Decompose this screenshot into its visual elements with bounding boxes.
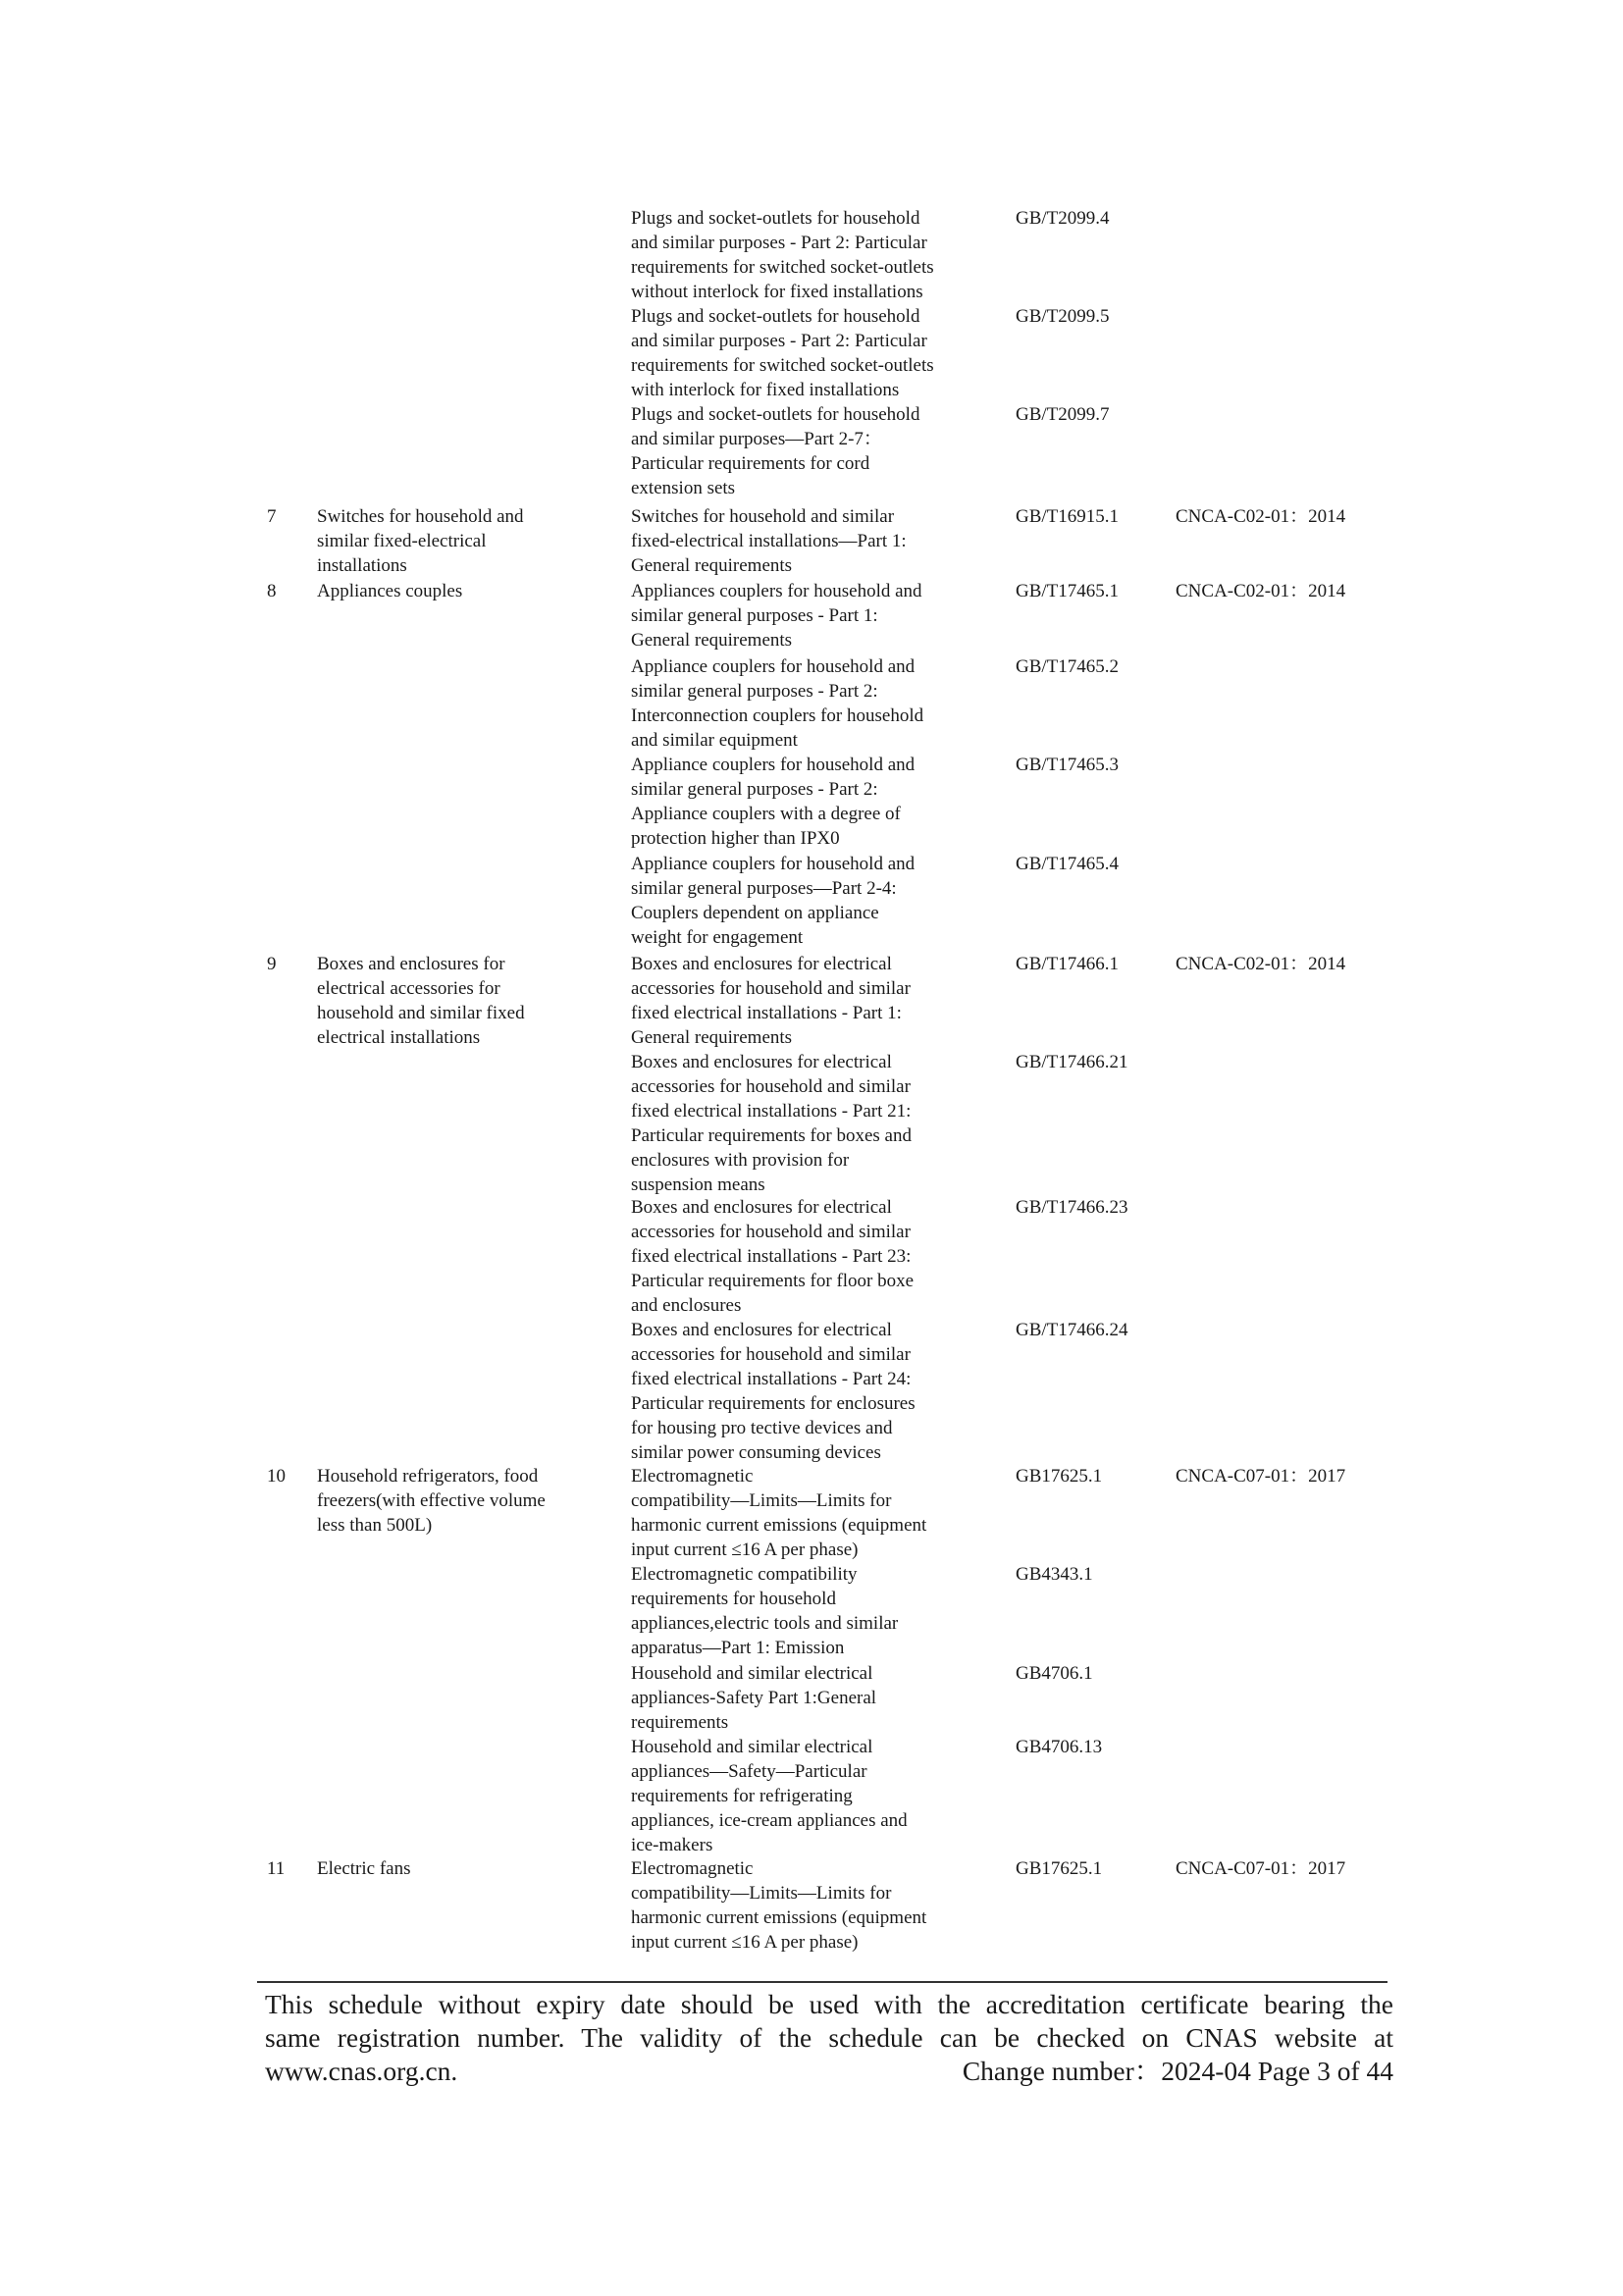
standard-title: Plugs and socket-outlets for household and similar purposes - Part 2: Particular requirements for switched socket-outlets with interlock for fixed installations — [631, 306, 934, 400]
standard-code: GB/T17465.1 — [1016, 581, 1120, 601]
standard-title: Boxes and enclosures for electrical accessories for household and similar fixed electrical installations - Part 1: General requirements — [631, 954, 911, 1048]
product-name: Boxes and enclosures for electrical accessories for household and similar fixed electrical installations — [317, 954, 525, 1048]
product-name: Switches for household and similar fixed-electrical installations — [317, 506, 524, 576]
standard-title: Switches for household and similar fixed-electrical installations—Part 1: General requirements — [631, 506, 907, 576]
standard-title: Plugs and socket-outlets for household and similar purposes—Part 2-7： Particular requirements for cord extension sets — [631, 404, 920, 498]
standard-title: Plugs and socket-outlets for household and similar purposes - Part 2: Particular requirements for switched socket-outlets without interlock for fixed installations — [631, 208, 934, 302]
product-name: Household refrigerators, food freezers(with effective volume less than 500L) — [317, 1466, 546, 1536]
certification-rule: CNCA-C07-01：2017 — [1176, 1466, 1346, 1487]
standard-code: GB4706.1 — [1016, 1663, 1093, 1684]
certification-rule: CNCA-C07-01：2017 — [1176, 1858, 1346, 1879]
item-number: 7 — [267, 506, 277, 527]
cnas-website-link[interactable]: www.cnas.org.cn. — [265, 2056, 458, 2086]
footer-note — [265, 1988, 1393, 2088]
standard-title: Appliance couplers for household and similar general purposes - Part 2: Interconnection couplers for household and similar equipment — [631, 656, 924, 751]
standard-title: Electromagnetic compatibility requirements for household appliances,electric tools and similar apparatus—Part 1: Emission — [631, 1564, 899, 1658]
product-name: Electric fans — [317, 1858, 411, 1879]
standard-title: Boxes and enclosures for electrical accessories for household and similar fixed electrical installations - Part 23: Particular requirements for floor boxe and enclosures — [631, 1197, 915, 1316]
standard-title: Boxes and enclosures for electrical accessories for household and similar fixed electrical installations - Part 24: Particular requirements for enclosures for housing pro tective devices and similar power consuming devices — [631, 1320, 916, 1463]
standard-code: GB4343.1 — [1016, 1564, 1093, 1585]
standard-code: GB/T17465.3 — [1016, 755, 1120, 775]
standard-title: Electromagnetic compatibility—Limits—Limits for harmonic current emissions (equipment input current ≤16 A per phase) — [631, 1858, 927, 1953]
standard-title: Household and similar electrical appliances—Safety—Particular requirements for refrigerating appliances, ice-cream appliances and ice-makers — [631, 1737, 908, 1855]
certification-rule: CNCA-C02-01：2014 — [1176, 506, 1346, 527]
footer-line-1: This schedule without expiry date should be used with the accreditation certificate bearing the — [265, 1989, 1393, 2019]
standard-title: Appliances couplers for household and similar general purposes - Part 1: General requirements — [631, 581, 922, 651]
item-number: 10 — [267, 1466, 286, 1487]
standard-title: Appliance couplers for household and similar general purposes—Part 2-4: Couplers dependent on appliance weight for engagement — [631, 854, 916, 948]
standard-code: GB/T17466.23 — [1016, 1197, 1128, 1218]
footer-line-3 — [265, 2055, 1393, 2088]
standard-code: GB17625.1 — [1016, 1858, 1103, 1879]
footer-divider — [257, 1981, 1387, 1983]
standard-title: Electromagnetic compatibility—Limits—Limits for harmonic current emissions (equipment input current ≤16 A per phase) — [631, 1466, 927, 1560]
standard-code: GB/T17465.4 — [1016, 854, 1120, 874]
item-number: 9 — [267, 954, 277, 974]
standard-code: GB4706.13 — [1016, 1737, 1103, 1757]
item-number: 11 — [267, 1858, 286, 1879]
standard-code: GB/T16915.1 — [1016, 506, 1120, 527]
standard-code: GB/T17465.2 — [1016, 656, 1120, 677]
standard-code: GB/T2099.4 — [1016, 208, 1110, 229]
standard-title: Appliance couplers for household and similar general purposes - Part 2: Appliance couplers with a degree of protection higher than IPX0 — [631, 755, 916, 849]
standard-title: Household and similar electrical appliances-Safety Part 1:General requirements — [631, 1663, 877, 1733]
change-number: Change number：2024-04 Page 3 of 44 — [962, 2056, 1393, 2086]
standard-code: GB/T17466.1 — [1016, 954, 1120, 974]
standard-code: GB17625.1 — [1016, 1466, 1103, 1487]
standard-code: GB/T17466.21 — [1016, 1052, 1128, 1072]
certification-rule: CNCA-C02-01：2014 — [1176, 954, 1346, 974]
footer-line-2: same registration number. The validity of the schedule can be checked on CNAS website at — [265, 2022, 1393, 2053]
product-name: Appliances couples — [317, 581, 463, 601]
standard-title: Boxes and enclosures for electrical accessories for household and similar fixed electrical installations - Part 21: Particular requirements for boxes and enclosures with provision for suspension means — [631, 1052, 912, 1195]
item-number: 8 — [267, 581, 277, 601]
certification-rule: CNCA-C02-01：2014 — [1176, 581, 1346, 601]
standard-code: GB/T2099.7 — [1016, 404, 1110, 425]
standard-code: GB/T2099.5 — [1016, 306, 1110, 327]
standard-code: GB/T17466.24 — [1016, 1320, 1128, 1340]
